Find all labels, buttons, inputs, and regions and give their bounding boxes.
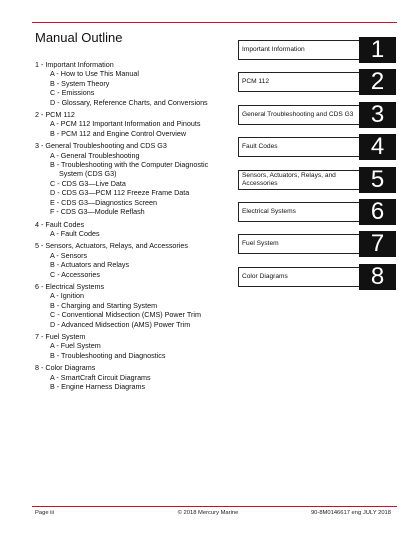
section-title[interactable]: 7 - Fuel System: [35, 331, 86, 341]
outline-item-label: A - PCM 112 Important Information and Pinouts: [50, 119, 201, 129]
section-tab-1[interactable]: [238, 37, 398, 63]
document-number: 90-8M0146617 eng JULY 2018: [310, 510, 391, 516]
outline-item[interactable]: [35, 382, 235, 391]
tab-number: 8: [359, 264, 396, 290]
outline-item[interactable]: [35, 320, 235, 329]
tab-number: 4: [359, 134, 396, 160]
outline-item[interactable]: [35, 207, 235, 216]
outline-section: [35, 110, 235, 138]
tab-label: PCM 112: [238, 72, 359, 92]
section-title[interactable]: 6 - Electrical Systems: [35, 281, 105, 291]
tab-label: Fault Codes: [238, 137, 359, 157]
outline-item-label: B - Troubleshooting with the Computer Diagnostic: [50, 160, 209, 170]
page-title: Manual Outline: [35, 30, 123, 45]
outline-section: [35, 241, 235, 279]
outline-item-label: B - Actuators and Relays: [50, 260, 130, 270]
outline-item-label: A - Ignition: [50, 291, 84, 301]
tab-label: Important Information: [238, 40, 359, 60]
section-tab-3[interactable]: [238, 102, 398, 128]
page-number: Page iii: [35, 510, 55, 516]
outline-item-label: A - Fuel System: [50, 341, 101, 351]
outline-item[interactable]: [35, 188, 235, 197]
tab-number: 7: [359, 231, 396, 257]
tab-number: 3: [359, 102, 396, 128]
outline-item[interactable]: [35, 270, 235, 279]
tab-label: Color Diagrams: [238, 267, 359, 287]
outline-item-label: D - Advanced Midsection (AMS) Power Trim: [50, 319, 191, 329]
tab-number: 2: [359, 69, 396, 95]
copyright: © 2018 Mercury Marine: [177, 510, 239, 516]
section-tab-4[interactable]: [238, 134, 398, 160]
outline-item[interactable]: [35, 351, 235, 360]
outline-item-label: A - Sensors: [50, 250, 88, 260]
outline-item[interactable]: [35, 151, 235, 160]
outline-item-label: B - Charging and Starting System: [50, 300, 158, 310]
outline-item-label: D - Glossary, Reference Charts, and Conversions: [50, 97, 208, 107]
outline-item-label: A - SmartCraft Circuit Diagrams: [50, 372, 151, 382]
outline-item-label: A - General Troubleshooting: [50, 150, 140, 160]
section-title[interactable]: 4 - Fault Codes: [35, 219, 85, 229]
section-tab-6[interactable]: [238, 199, 398, 225]
outline-section: [35, 282, 235, 329]
outline-item[interactable]: [35, 341, 235, 350]
outline-item-label: A - How to Use This Manual: [50, 69, 139, 79]
section-tab-5[interactable]: [238, 167, 398, 193]
outline-section: [35, 60, 235, 107]
top-rule: [32, 22, 397, 23]
outline-item-label: E - CDS G3—Diagnostics Screen: [50, 197, 158, 207]
outline-item[interactable]: [35, 79, 235, 88]
section-tab-8[interactable]: [238, 264, 398, 290]
bottom-rule: [32, 506, 397, 507]
outline-item[interactable]: [35, 260, 235, 269]
tab-number: 1: [359, 37, 396, 63]
section-title[interactable]: 8 - Color Diagrams: [35, 363, 96, 373]
outline-item-label: B - Engine Harness Diagrams: [50, 382, 146, 391]
outline-item[interactable]: [35, 98, 235, 107]
section-tab-7[interactable]: [238, 231, 398, 257]
section-tabs: [238, 37, 398, 296]
outline-item-label: C - Conventional Midsection (CMS) Power Trim: [50, 310, 201, 320]
outline-item[interactable]: [35, 373, 235, 382]
outline-item[interactable]: [35, 310, 235, 319]
outline-item-label: B - PCM 112 and Engine Control Overview: [50, 128, 187, 138]
outline-item[interactable]: [35, 198, 235, 207]
outline-item[interactable]: [35, 301, 235, 310]
tab-label: General Troubleshooting and CDS G3: [238, 105, 359, 125]
outline-section: [35, 220, 235, 239]
outline-section: [35, 363, 235, 391]
section-tab-2[interactable]: [238, 69, 398, 95]
outline-item[interactable]: [35, 88, 235, 97]
section-title[interactable]: 2 - PCM 112: [35, 110, 75, 120]
tab-number: 5: [359, 167, 396, 193]
tab-label: Fuel System: [238, 234, 359, 254]
outline-item-label: B - System Theory: [50, 78, 110, 88]
outline-item[interactable]: [35, 179, 235, 188]
outline-item-continuation: System (CDS G3): [59, 169, 117, 179]
outline-item[interactable]: [35, 291, 235, 300]
outline-item[interactable]: [35, 251, 235, 260]
section-title[interactable]: 1 - Important Information: [35, 60, 114, 69]
outline-item-label: F - CDS G3—Module Reflash: [50, 207, 145, 217]
outline-item[interactable]: [35, 129, 235, 138]
section-title[interactable]: 5 - Sensors, Actuators, Relays, and Accessories: [35, 241, 189, 251]
outline-item[interactable]: [35, 119, 235, 128]
outline-item-label: C - Emissions: [50, 88, 95, 98]
manual-outline-list: [35, 60, 235, 394]
tab-label: Sensors, Actuators, Relays, and Accessories: [238, 170, 359, 190]
outline-section: [35, 141, 235, 216]
outline-item-label: C - Accessories: [50, 269, 100, 279]
outline-item-label: D - CDS G3—PCM 112 Freeze Frame Data: [50, 188, 190, 198]
outline-item[interactable]: [35, 160, 235, 179]
outline-item-label: C - CDS G3—Live Data: [50, 178, 126, 188]
outline-item[interactable]: [35, 229, 235, 238]
outline-item[interactable]: [35, 69, 235, 78]
tab-label: Electrical Systems: [238, 202, 359, 222]
outline-item-label: B - Troubleshooting and Diagnostics: [50, 350, 166, 360]
outline-item-label: A - Fault Codes: [50, 228, 100, 238]
tab-number: 6: [359, 199, 396, 225]
section-title[interactable]: 3 - General Troubleshooting and CDS G3: [35, 141, 167, 151]
outline-section: [35, 332, 235, 360]
